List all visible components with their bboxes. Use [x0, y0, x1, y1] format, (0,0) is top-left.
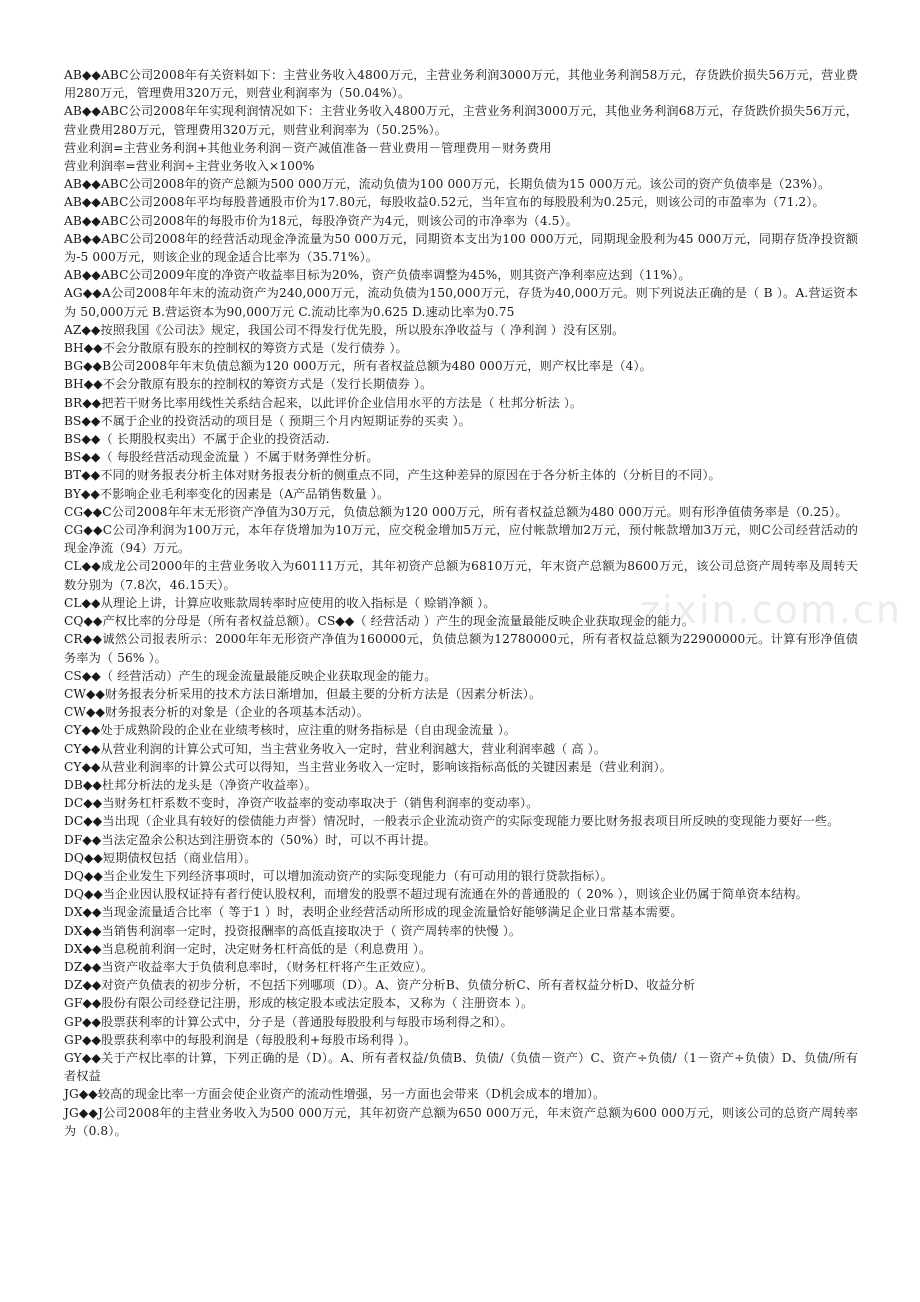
question-entry: CQ◆◆产权比率的分母是（所有者权益总额）。CS◆◆（ 经营活动 ）产生的现金流量最能反映企业获取现金的能力。	[64, 614, 695, 629]
question-entry: AB◆◆ABC公司2008年的每股市价为18元，每股净资产为4元，则该公司的市净率为（4.5）。	[64, 213, 578, 228]
question-entry: CS◆◆（ 经营活动）产生的现金流量最能反映企业获取现金的能力。	[64, 668, 437, 683]
question-entry: GP◆◆股票获利率中的每股利润是（每股股利+每股市场利得 ）。	[64, 1032, 417, 1047]
question-entry: DB◆◆杜邦分析法的龙头是（净资产收益率）。	[64, 777, 317, 792]
question-entry: DX◆◆当销售利润率一定时，投资报酬率的高低直接取决于（ 资产周转率的快慢 ）。	[64, 923, 522, 938]
question-entry: BR◆◆把若干财务比率用线性关系结合起来，以此评价企业信用水平的方法是（ 杜邦分析法 ）。	[64, 395, 583, 410]
question-entry: DC◆◆当出现（企业具有较好的偿债能力声誉）情况时，一般表示企业流动资产的实际变现能力要比财务报表项目所反映的变现能力要好一些。	[64, 814, 840, 829]
question-entry: CY◆◆从营业利润率的计算公式可以得知，当主营业务收入一定时，影响该指标高低的关键因素是（营业利润）。	[64, 759, 672, 774]
question-entry: 营业利润=主营业务利润+其他业务利润－资产减值准备－营业费用－管理费用－财务费用	[64, 140, 552, 155]
question-entry: DQ◆◆当企业因认股权证持有者行使认股权利，而增发的股票不超过现有流通在外的普通股的（ 20% ），则该企业仍属于简单资本结构。	[64, 887, 808, 902]
question-entry: AB◆◆ABC公司2008年有关资料如下：主营业务收入4800万元，主营业务利润3000万元，其他业务利润58万元，存货跌价损失56万元，营业费用280万元，管理费用320万元，则营业利润率为（50.04%）。	[64, 68, 858, 101]
question-entry: DZ◆◆对资产负债表的初步分析，不包括下列哪项（D）。A、资产分析B、负债分析C、所有者权益分析D、收益分析	[64, 978, 696, 993]
question-entry: DX◆◆当息税前利润一定时，决定财务杠杆高低的是（利息费用 ）。	[64, 941, 432, 956]
question-entry: CL◆◆成龙公司2000年的主营业务收入为60111万元，其年初资产总额为6810万元，年末资产总额为8600万元，该公司总资产周转率及周转天数分别为（7.8次，46.15天）。	[64, 559, 858, 592]
question-entry: AG◆◆A公司2008年年末的流动资产为240,000万元，流动负债为150,000万元，存货为40,000万元。则下列说法正确的是（ B ）。A.营运资本为 50,000万元 B.营运资本为90,000万元 C.流动比率为0.625 D.速动比率为0.75	[64, 286, 858, 319]
question-entry: AB◆◆ABC公司2008年的经营活动现金净流量为50 000万元，同期资本支出为100 000万元，同期现金股利为45 000万元，同期存货净投资额为-5 000万元，则该企业的现金适合比率为（35.71%）。	[64, 231, 858, 265]
question-entry: BG◆◆B公司2008年年末负债总额为120 000万元，所有者权益总额为480 000万元，则产权比率是（4）。	[64, 359, 652, 374]
question-entry: AB◆◆ABC公司2008年年实现利润情况如下：主营业务收入4800万元，主营业务利润3000万元，其他业务利润68万元，存货跌价损失56万元，营业费用280万元，管理费用320万元，则营业利润率为（50.25%）。	[64, 104, 858, 137]
question-entry: BH◆◆不会分散原有股东的控制权的筹资方式是（发行债券 ）。	[64, 341, 408, 356]
question-entry: AB◆◆ABC公司2008年的资产总额为500 000万元，流动负债为100 000万元，长期负债为15 000万元。该公司的资产负债率是（23%）。	[64, 177, 831, 192]
question-entry: DQ◆◆当企业发生下列经济事项时，可以增加流动资产的实际变现能力（有可动用的银行贷款指标）。	[64, 868, 613, 883]
question-entry: JG◆◆J公司2008年的主营业务收入为500 000万元，其年初资产总额为650 000万元，年末资产总额为600 000万元，则该公司的总资产周转率为（0.8）。	[64, 1105, 858, 1138]
question-entry: DQ◆◆短期债权包括（商业信用）。	[64, 850, 257, 865]
question-entry: GY◆◆关于产权比率的计算，下列正确的是（D）。A、所有者权益/负债B、负债/（负债－资产）C、资产÷负债/（1－资产÷负债）D、负债/所有者权益	[64, 1050, 858, 1084]
question-entry: JG◆◆较高的现金比率一方面会使企业资产的流动性增强，另一方面也会带来（D机会成本的增加）。	[64, 1087, 606, 1102]
question-entry: CR◆◆诚然公司报表所示：2000年年无形资产净值为160000元，负债总额为12780000元，所有者权益总额为22900000元。计算有形净值债务率为（ 56% ）。	[64, 632, 858, 665]
question-entry: BS◆◆（ 长期股权卖出）不属于企业的投资活动.	[64, 432, 330, 447]
question-entry: CW◆◆财务报表分析采用的技术方法日渐增加，但最主要的分析方法是（因素分析法）。	[64, 686, 542, 701]
question-entry: AZ◆◆按照我国《公司法》规定，我国公司不得发行优先股，所以股东净收益与（ 净利润 ）没有区别。	[64, 322, 625, 337]
question-entry: 营业利润率=营业利润÷主营业务收入×100%	[64, 159, 315, 174]
document-page	[64, 66, 858, 1140]
question-entry: CY◆◆从营业利润的计算公式可知，当主营业务收入一定时，营业利润越大，营业利润率越（ 高 ）。	[64, 741, 607, 756]
question-entry: GP◆◆股票获利率的计算公式中，分子是（普通股每股股利与每股市场利得之和）。	[64, 1014, 513, 1029]
question-entry: BH◆◆不会分散原有股东的控制权的筹资方式是（发行长期债券 ）。	[64, 377, 433, 392]
question-entry: GF◆◆股份有限公司经登记注册，形成的核定股本或法定股本，又称为（ 注册资本 ）。	[64, 996, 534, 1011]
question-entry: DX◆◆当现金流量适合比率（ 等于1 ）时，表明企业经营活动所形成的现金流量恰好能够满足企业日常基本需要。	[64, 905, 683, 920]
question-entry: BS◆◆（ 每股经营活动现金流量 ）不属于财务弹性分析。	[64, 450, 379, 465]
question-entry: AB◆◆ABC公司2008年平均每股普通股市价为17.80元，每股收益0.52元，当年宣布的每股股利为0.25元，则该公司的市盈率为（71.2）。	[64, 195, 825, 210]
question-entry: DF◆◆当法定盈余公积达到注册资本的（50%）时，可以不再计提。	[64, 832, 436, 847]
question-entry: AB◆◆ABC公司2009年度的净资产收益率目标为20%，资产负债率调整为45%，则其资产净利率应达到（11%）。	[64, 268, 691, 283]
question-entry: BT◆◆不同的财务报表分析主体对财务报表分析的侧重点不同，产生这种差异的原因在于各分析主体的（分析目的不同）。	[64, 468, 721, 483]
question-entry: DZ◆◆当资产收益率大于负债利息率时，（财务杠杆将产生正效应）。	[64, 959, 434, 974]
question-entry: CW◆◆财务报表分析的对象是（企业的各项基本活动）。	[64, 705, 370, 720]
question-entry: CG◆◆C公司2008年年末无形资产净值为30万元，负债总额为120 000万元，所有者权益总额为480 000万元。则有形净值债务率是（0.25）。	[64, 504, 848, 519]
question-entry: BS◆◆不属于企业的投资活动的项目是（ 预期三个月内短期证券的买卖 ）。	[64, 413, 471, 428]
question-entry: CG◆◆C公司净利润为100万元，本年存货增加为10万元，应交税金增加5万元，应付帐款增加2万元，预付帐款增加3万元，则C公司经营活动的现金净流（94）万元。	[64, 523, 858, 556]
watermark: zixin.com.cn	[640, 588, 902, 632]
question-entry: DC◆◆当财务杠杆系数不变时，净资产收益率的变动率取决于（销售利润率的变动率）。	[64, 796, 539, 811]
question-entry: BY◆◆不影响企业毛利率变化的因素是（A产品销售数量 ）。	[64, 486, 390, 501]
question-entry: CY◆◆处于成熟阶段的企业在业绩考核时，应注重的财务指标是（自由现金流量 ）。	[64, 723, 517, 738]
question-entry: CL◆◆从理论上讲，计算应收账款周转率时应使用的收入指标是（ 赊销净额 ）。	[64, 595, 496, 610]
